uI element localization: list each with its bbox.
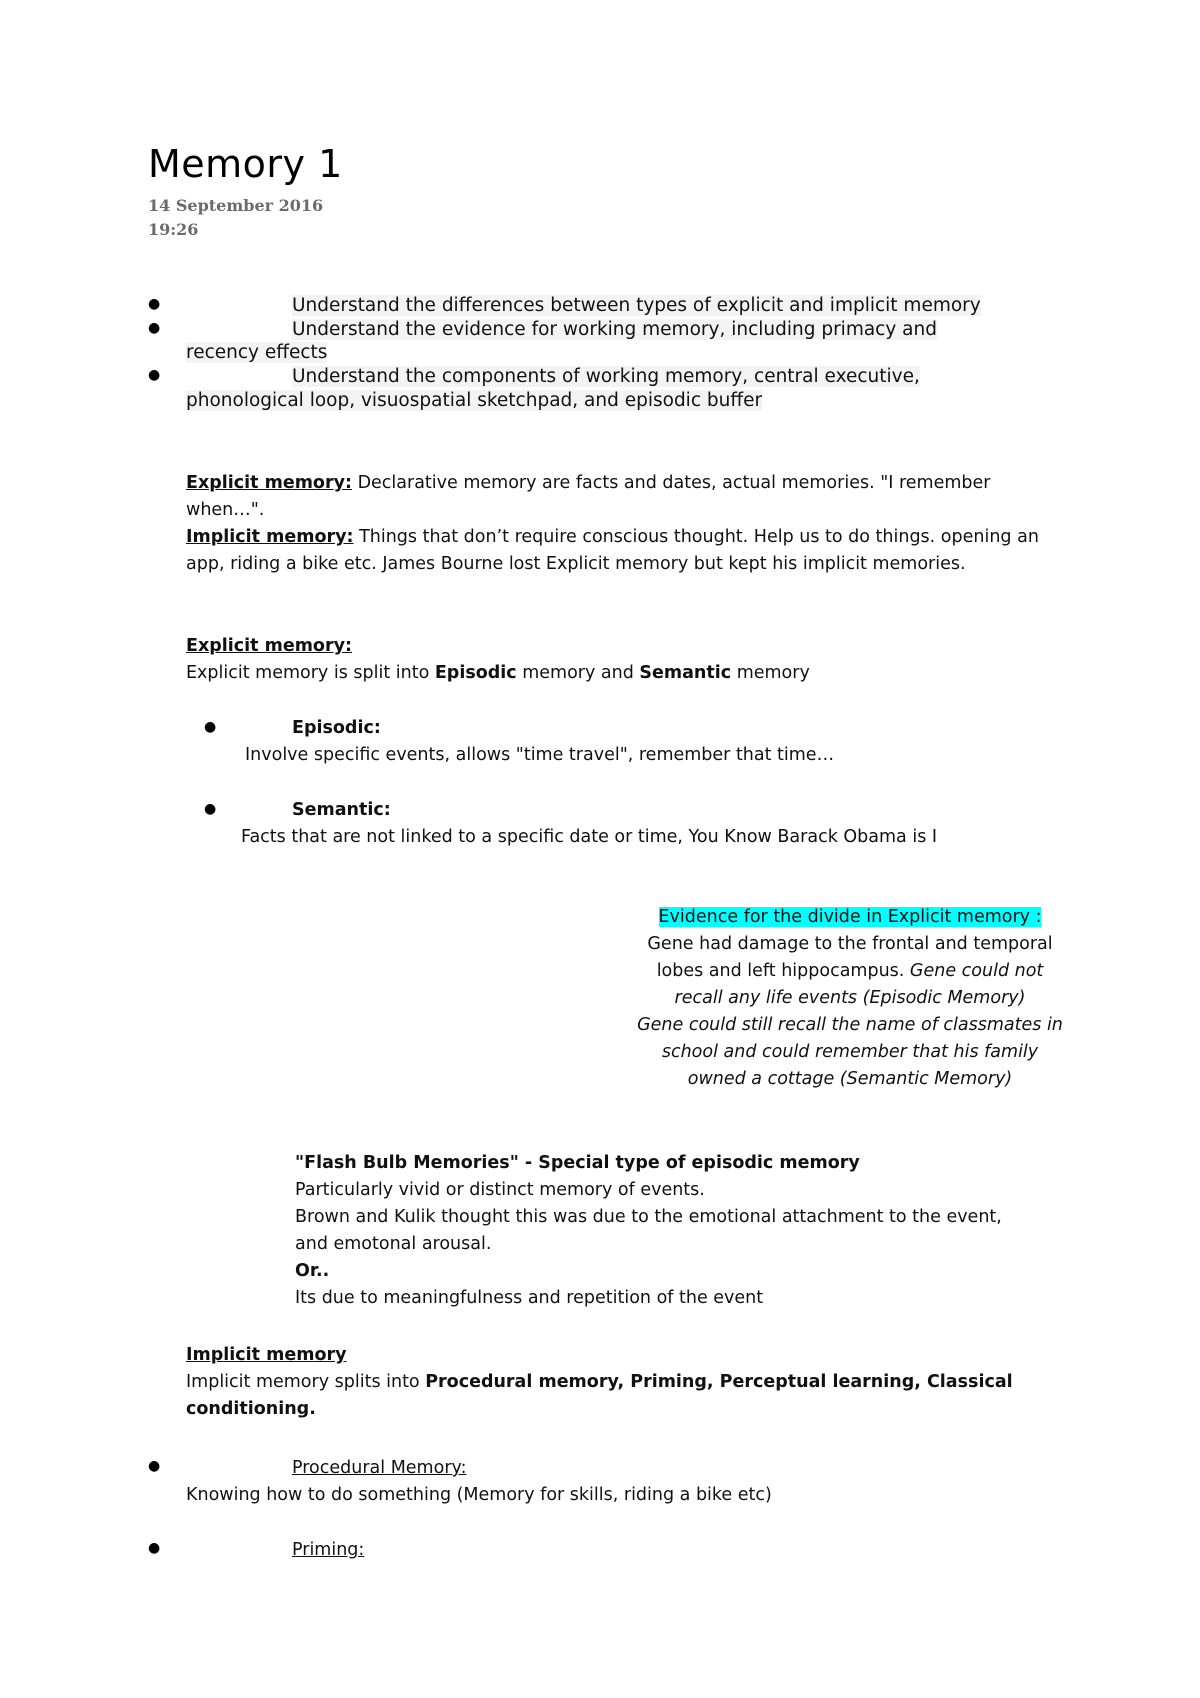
priming-label: Priming: <box>292 1540 365 1560</box>
bullet-icon: ● <box>204 801 217 817</box>
flashbulb-line: and emotonal arousal. <box>295 1234 492 1254</box>
implicit-definition-cont: app, riding a bike etc. James Bourne lost Explicit memory but kept his implicit memories. <box>186 554 966 574</box>
implicit-intro-cont: conditioning. <box>186 1399 316 1419</box>
evidence-line: recall any life events (Episodic Memory) <box>674 988 1026 1008</box>
objective-item-cont: phonological loop, visuospatial sketchpad, and episodic buffer <box>186 390 763 411</box>
flashbulb-line: Particularly vivid or distinct memory of events. <box>295 1180 705 1200</box>
evidence-block <box>600 904 1100 1093</box>
implicit-heading: Implicit memory <box>186 1345 347 1365</box>
evidence-line: school and could remember that his family <box>661 1042 1039 1062</box>
implicit-definition: Implicit memory: Things that don’t require conscious thought. Help us to do things. opening an <box>186 527 1039 547</box>
explicit-intro: Explicit memory is split into Episodic memory and Semantic memory <box>186 663 810 683</box>
bullet-icon: ● <box>148 320 161 336</box>
evidence-line: owned a cottage (Semantic Memory) <box>687 1069 1013 1089</box>
objective-item: Understand the evidence for working memory, including primacy and <box>292 319 937 340</box>
flashbulb-line: Its due to meaningfulness and repetition of the event <box>295 1288 764 1308</box>
objective-item-cont: recency effects <box>186 342 328 363</box>
flashbulb-block <box>295 1150 1002 1312</box>
bullet-icon: ● <box>148 367 161 383</box>
procedural-text: Knowing how to do something (Memory for skills, riding a bike etc) <box>186 1485 772 1505</box>
evidence-heading: Evidence for the divide in Explicit memory : <box>658 907 1042 927</box>
bullet-icon: ● <box>148 296 161 312</box>
explicit-heading: Explicit memory: <box>186 636 352 656</box>
evidence-line: lobes and left hippocampus. Gene could not <box>656 961 1044 981</box>
semantic-label: Semantic: <box>292 800 391 820</box>
episodic-label: Episodic: <box>292 718 381 738</box>
implicit-intro: Implicit memory splits into Procedural memory, Priming, Perceptual learning, Classical <box>186 1372 1013 1392</box>
flashbulb-heading: "Flash Bulb Memories" - Special type of episodic memory <box>295 1153 860 1173</box>
flashbulb-line: Brown and Kulik thought this was due to the emotional attachment to the event, <box>295 1207 1002 1227</box>
bullet-icon: ● <box>204 719 217 735</box>
explicit-definition-cont: when…". <box>186 500 265 520</box>
evidence-line: Gene had damage to the frontal and temporal <box>647 934 1053 954</box>
objective-item: Understand the components of working memory, central executive, <box>292 366 920 387</box>
evidence-line: Gene could still recall the name of classmates in <box>637 1015 1063 1035</box>
explicit-definition: Explicit memory: Declarative memory are facts and dates, actual memories. "I remember <box>186 473 991 493</box>
procedural-label: Procedural Memory: <box>292 1458 467 1478</box>
page-title: Memory 1 <box>148 142 343 186</box>
bullet-icon: ● <box>148 1540 161 1556</box>
page-time: 19:26 <box>148 220 199 239</box>
semantic-text: Facts that are not linked to a specific date or time, You Know Barack Obama is I <box>241 827 938 847</box>
bullet-icon: ● <box>148 1458 161 1474</box>
episodic-text: Involve specific events, allows "time travel", remember that time… <box>245 745 835 765</box>
flashbulb-line: Or.. <box>295 1261 330 1281</box>
objective-item: Understand the differences between types of explicit and implicit memory <box>292 295 981 316</box>
page-date: 14 September 2016 <box>148 196 324 215</box>
